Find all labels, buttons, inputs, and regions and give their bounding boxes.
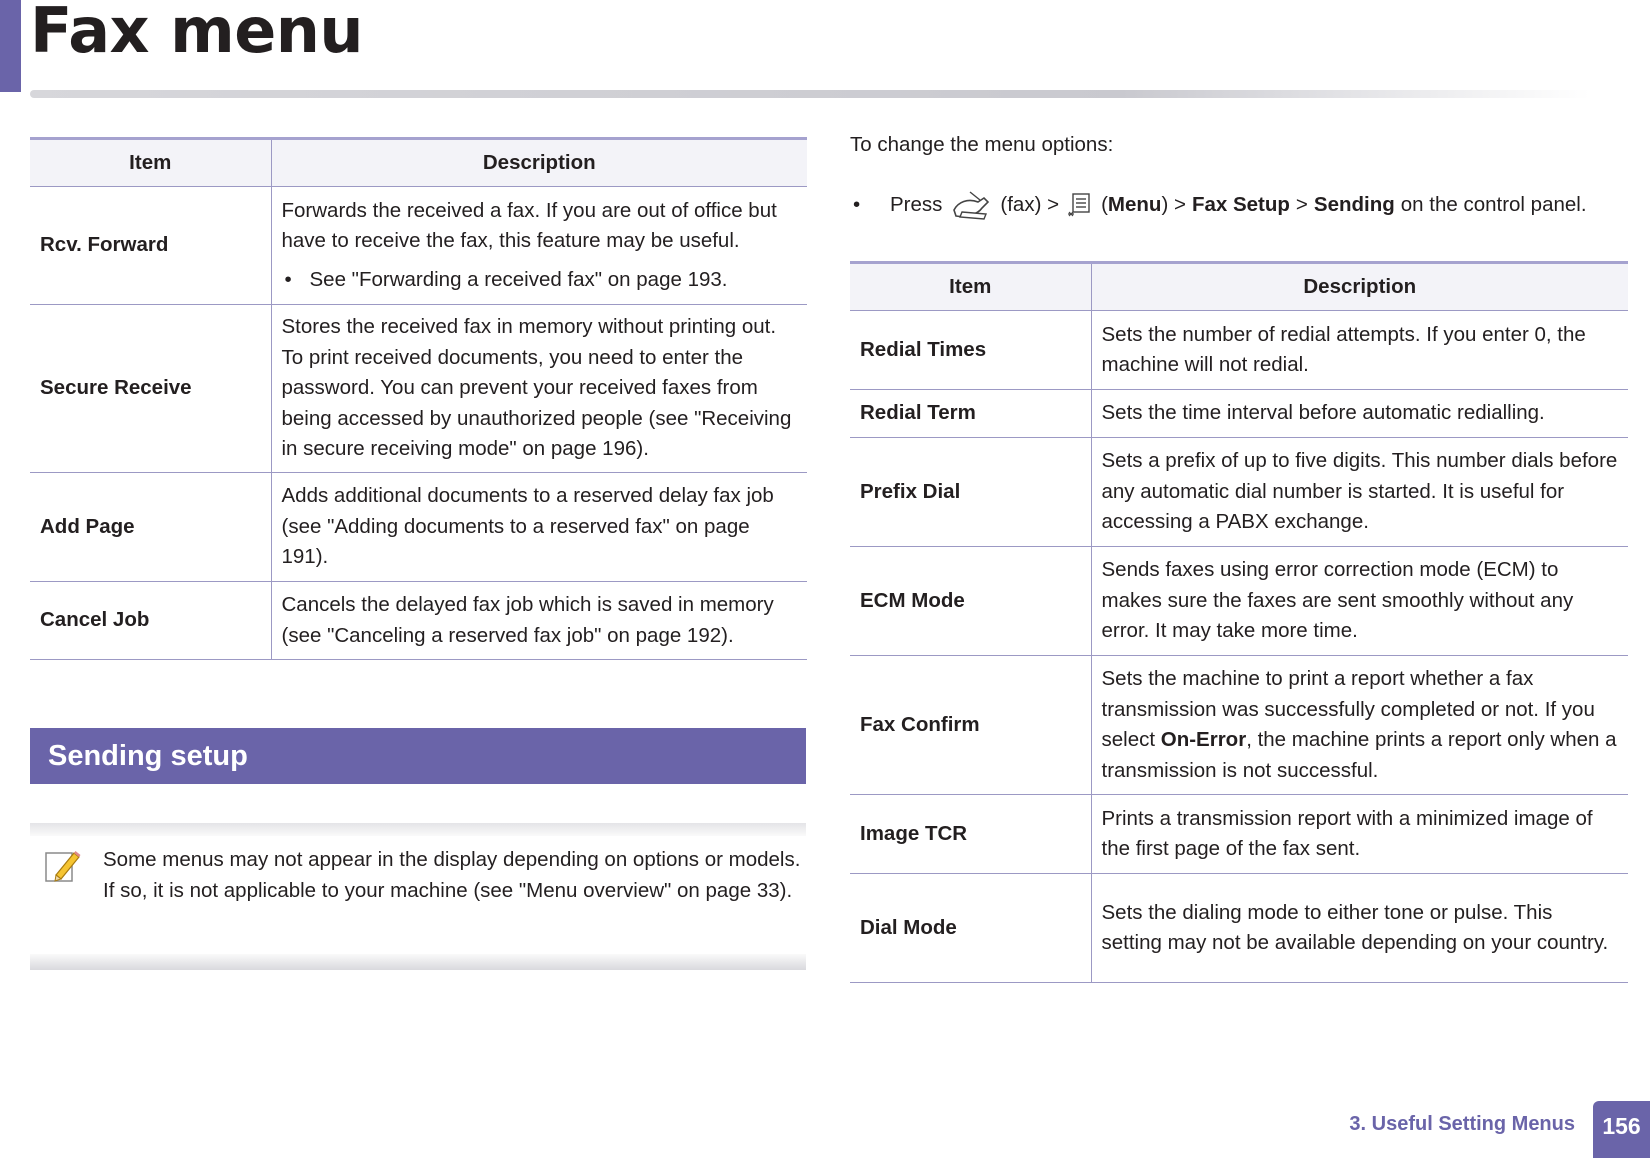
row-description: Sends faxes using error correction mode (ECM) to makes sure the faxes are sent smoothly without any error. It may take more time. — [1091, 547, 1628, 656]
table-row — [30, 582, 807, 660]
fax-button-icon — [948, 188, 994, 222]
table-row — [850, 311, 1628, 390]
instructions-intro: To change the menu options: — [850, 133, 1114, 156]
row-description: Sets the number of redial attempts. If you enter 0, the machine will not redial. — [1091, 311, 1628, 390]
row-description-text: , the machine prints a report only when a transmission is not successful. — [1101, 728, 1617, 782]
table-row — [850, 390, 1628, 438]
press-word: Press — [890, 193, 943, 216]
row-item-name: Rcv. Forward — [30, 187, 271, 305]
cross-reference-link[interactable]: See "Forwarding a received fax" on page 193. — [309, 267, 728, 291]
sending-label: Sending — [1313, 193, 1395, 216]
fax-receive-options-table — [30, 137, 807, 660]
footer-chapter-label: 3. Useful Setting Menus — [1349, 1113, 1575, 1135]
column-header-description: Description — [271, 139, 807, 187]
instruction-tail: on the control panel. — [1400, 193, 1587, 216]
table-row — [850, 656, 1628, 795]
note-box — [30, 823, 806, 970]
row-item-name: Prefix Dial — [850, 438, 1091, 547]
row-item-name: Fax Confirm — [850, 656, 1091, 795]
row-item-name: Add Page — [30, 473, 271, 582]
column-header-description: Description — [1091, 263, 1628, 311]
row-description: Sets a prefix of up to five digits. This number dials before any automatic dial number is started. It is useful for accessing a PABX exchange. — [1091, 438, 1628, 547]
option-on-error: On-Error — [1160, 728, 1247, 751]
table-row — [850, 795, 1628, 874]
table-row — [30, 187, 807, 305]
table-row — [850, 874, 1628, 983]
bullet-item — [282, 265, 798, 296]
title-accent-bar — [0, 0, 21, 92]
instruction-step — [850, 188, 1587, 222]
bullet-marker: • — [853, 193, 861, 216]
row-description — [271, 187, 807, 305]
table-row — [850, 438, 1628, 547]
title-divider — [30, 90, 1590, 98]
row-description: Cancels the delayed fax job which is saved in memory (see "Canceling a reserved fax job" on page 192). — [271, 582, 807, 660]
menu-label: Menu — [1107, 193, 1162, 216]
column-header-item: Item — [30, 139, 271, 187]
page-number: 156 — [1593, 1101, 1650, 1158]
row-item-name: Image TCR — [850, 795, 1091, 874]
menu-open-paren: ( — [1101, 193, 1108, 216]
row-description-text: Forwards the received a fax. If you are out of office but have to receive the fax, this feature may be useful. — [281, 198, 777, 253]
fax-label: (fax) > — [1000, 193, 1060, 216]
note-bottom-rule — [30, 954, 806, 970]
page-title: Fax menu — [30, 0, 364, 67]
table-row — [30, 305, 807, 473]
menu-button-icon — [1065, 190, 1095, 220]
row-item-name: Redial Times — [850, 311, 1091, 390]
sending-setup-options-table — [850, 261, 1628, 983]
row-item-name: Secure Receive — [30, 305, 271, 473]
pencil-note-icon — [44, 847, 82, 885]
row-description — [1091, 656, 1628, 795]
row-item-name: Redial Term — [850, 390, 1091, 438]
table-row — [850, 547, 1628, 656]
section-heading: Sending setup — [30, 728, 806, 784]
note-top-rule — [30, 823, 806, 836]
note-text: Some menus may not appear in the display depending on options or models. If so, it is not applicable to your machine (see "Menu overview" on page 33). — [103, 848, 801, 902]
separator: > — [1295, 193, 1308, 216]
row-item-name: ECM Mode — [850, 547, 1091, 656]
row-description: Adds additional documents to a reserved delay fax job (see "Adding documents to a reserved fax" on page 191). — [271, 473, 807, 582]
row-description: Prints a transmission report with a minimized image of the first page of the fax sent. — [1091, 795, 1628, 874]
row-description: Sets the time interval before automatic redialling. — [1091, 390, 1628, 438]
fax-setup-label: Fax Setup — [1191, 193, 1290, 216]
row-item-name: Cancel Job — [30, 582, 271, 660]
table-row — [30, 473, 807, 582]
row-description: Sets the dialing mode to either tone or pulse. This setting may not be available depending on your country. — [1091, 874, 1628, 983]
menu-close-paren: ) > — [1161, 193, 1186, 216]
row-item-name: Dial Mode — [850, 874, 1091, 983]
column-header-item: Item — [850, 263, 1091, 311]
row-description: Stores the received fax in memory without printing out. To print received documents, you need to enter the password. You can prevent your received faxes from being accessed by unauthorized people (see "Receiving in secure receiving mode" on page 196). — [271, 305, 807, 473]
bullet-marker: • — [284, 267, 292, 291]
row-description-text: Sets the machine to print a report whether a fax transmission was successfully completed or not. If you select — [1101, 667, 1595, 751]
